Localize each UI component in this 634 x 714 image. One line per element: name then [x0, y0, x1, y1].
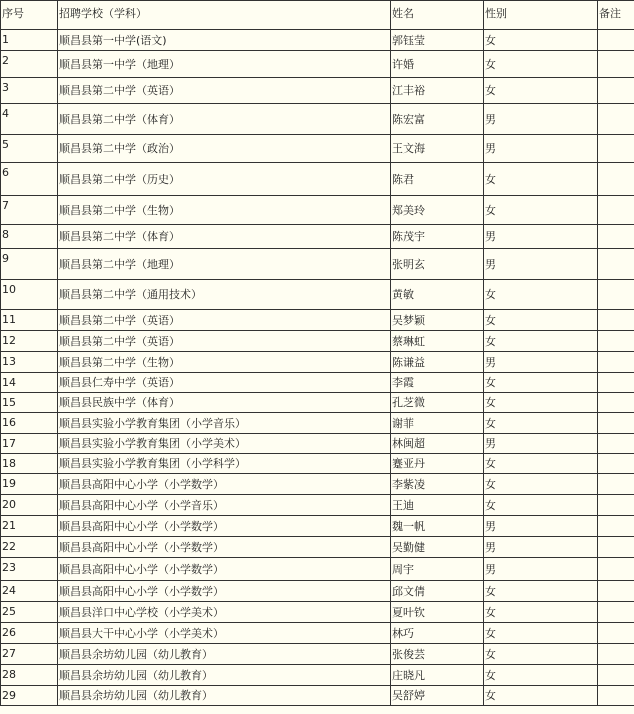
row-number: 14 [1, 373, 58, 393]
row-note [598, 474, 634, 495]
table-row [1, 454, 634, 474]
table-row [1, 581, 634, 602]
row-school: 顺昌县第二中学（历史） [58, 163, 391, 196]
row-number: 17 [1, 434, 58, 454]
table-row [1, 51, 634, 78]
row-gender: 男 [484, 516, 598, 537]
row-name: 张俊芸 [391, 644, 484, 665]
row-number: 22 [1, 537, 58, 558]
row-name: 孔芝微 [391, 393, 484, 413]
row-gender: 女 [484, 280, 598, 310]
table-row [1, 135, 634, 163]
row-note [598, 602, 634, 623]
row-school: 顺昌县高阳中心小学（小学数学） [58, 558, 391, 581]
table-row [1, 30, 634, 51]
table-row [1, 537, 634, 558]
row-gender: 女 [484, 163, 598, 196]
row-number: 21 [1, 516, 58, 537]
row-number: 16 [1, 413, 58, 434]
row-note [598, 163, 634, 196]
row-name: 李霞 [391, 373, 484, 393]
table-row [1, 413, 634, 434]
row-number: 8 [1, 225, 58, 249]
row-name: 邱文倩 [391, 581, 484, 602]
row-school: 顺昌县实验小学教育集团（小学美术） [58, 434, 391, 454]
row-school: 顺昌县高阳中心小学（小学音乐） [58, 495, 391, 516]
row-gender: 男 [484, 352, 598, 373]
row-school: 顺昌县高阳中心小学（小学数学） [58, 474, 391, 495]
row-school: 顺昌县余坊幼儿园（幼儿教育） [58, 644, 391, 665]
row-gender: 男 [484, 225, 598, 249]
row-gender: 女 [484, 310, 598, 331]
table-row [1, 474, 634, 495]
row-note [598, 434, 634, 454]
row-number: 12 [1, 331, 58, 352]
row-number: 19 [1, 474, 58, 495]
row-note [598, 644, 634, 665]
row-number: 2 [1, 51, 58, 78]
row-note [598, 686, 634, 706]
row-number: 27 [1, 644, 58, 665]
row-school: 顺昌县第二中学（生物） [58, 196, 391, 225]
row-name: 李紫凌 [391, 474, 484, 495]
row-number: 10 [1, 280, 58, 310]
row-number: 7 [1, 196, 58, 225]
row-note [598, 516, 634, 537]
row-note [598, 135, 634, 163]
header-note: 备注 [598, 1, 634, 30]
row-name: 郑美玲 [391, 196, 484, 225]
row-gender: 男 [484, 434, 598, 454]
row-name: 郭钰莹 [391, 30, 484, 51]
table-row [1, 434, 634, 454]
table-row [1, 163, 634, 196]
row-gender: 女 [484, 51, 598, 78]
header-row [1, 1, 634, 30]
table-row [1, 196, 634, 225]
row-school: 顺昌县实验小学教育集团（小学科学） [58, 454, 391, 474]
row-school: 顺昌县第二中学（通用技术） [58, 280, 391, 310]
table-row [1, 495, 634, 516]
header-name: 姓名 [391, 1, 484, 30]
table-row [1, 686, 634, 706]
row-note [598, 249, 634, 280]
table-row [1, 249, 634, 280]
table-row [1, 644, 634, 665]
row-school: 顺昌县第一中学（地理） [58, 51, 391, 78]
row-name: 魏一帆 [391, 516, 484, 537]
row-note [598, 623, 634, 644]
row-school: 顺昌县第二中学（英语） [58, 331, 391, 352]
row-gender: 女 [484, 331, 598, 352]
row-school: 顺昌县高阳中心小学（小学数学） [58, 516, 391, 537]
row-note [598, 558, 634, 581]
table-row [1, 373, 634, 393]
row-number: 5 [1, 135, 58, 163]
row-school: 顺昌县大干中心小学（小学美术） [58, 623, 391, 644]
row-school: 顺昌县余坊幼儿园（幼儿教育） [58, 686, 391, 706]
row-note [598, 331, 634, 352]
row-number: 3 [1, 78, 58, 104]
row-school: 顺昌县洋口中心学校（小学美术） [58, 602, 391, 623]
table-row [1, 602, 634, 623]
row-name: 吴梦颖 [391, 310, 484, 331]
row-number: 29 [1, 686, 58, 706]
row-school: 顺昌县高阳中心小学（小学数学） [58, 581, 391, 602]
row-name: 陈茂宇 [391, 225, 484, 249]
row-note [598, 537, 634, 558]
row-note [598, 196, 634, 225]
row-number: 6 [1, 163, 58, 196]
row-gender: 男 [484, 135, 598, 163]
row-gender: 女 [484, 495, 598, 516]
table-row [1, 393, 634, 413]
row-number: 9 [1, 249, 58, 280]
row-note [598, 352, 634, 373]
row-gender: 男 [484, 104, 598, 135]
row-number: 18 [1, 454, 58, 474]
table-row [1, 225, 634, 249]
row-name: 王文海 [391, 135, 484, 163]
row-school: 顺昌县第二中学（生物） [58, 352, 391, 373]
table-row [1, 104, 634, 135]
row-gender: 女 [484, 581, 598, 602]
row-name: 张明玄 [391, 249, 484, 280]
row-name: 夏叶钦 [391, 602, 484, 623]
row-number: 20 [1, 495, 58, 516]
row-note [598, 30, 634, 51]
row-name: 陈宏富 [391, 104, 484, 135]
row-school: 顺昌县余坊幼儿园（幼儿教育） [58, 665, 391, 686]
row-gender: 男 [484, 537, 598, 558]
table-row [1, 623, 634, 644]
row-number: 28 [1, 665, 58, 686]
row-note [598, 51, 634, 78]
row-note [598, 373, 634, 393]
row-school: 顺昌县第二中学（英语） [58, 310, 391, 331]
row-gender: 女 [484, 30, 598, 51]
row-school: 顺昌县第二中学（政治） [58, 135, 391, 163]
row-note [598, 393, 634, 413]
row-note [598, 78, 634, 104]
row-gender: 女 [484, 686, 598, 706]
row-gender: 女 [484, 373, 598, 393]
row-name: 蔡琳虹 [391, 331, 484, 352]
row-name: 谢菲 [391, 413, 484, 434]
row-number: 4 [1, 104, 58, 135]
row-school: 顺昌县第二中学（地理） [58, 249, 391, 280]
row-gender: 女 [484, 454, 598, 474]
row-note [598, 413, 634, 434]
row-name: 陈谦益 [391, 352, 484, 373]
table-row [1, 331, 634, 352]
row-gender: 女 [484, 623, 598, 644]
row-number: 25 [1, 602, 58, 623]
row-school: 顺昌县第一中学(语文) [58, 30, 391, 51]
row-name: 王迪 [391, 495, 484, 516]
row-gender: 男 [484, 558, 598, 581]
table-row [1, 516, 634, 537]
row-gender: 女 [484, 413, 598, 434]
row-note [598, 310, 634, 331]
row-gender: 男 [484, 249, 598, 280]
row-name: 江丰裕 [391, 78, 484, 104]
row-name: 陈君 [391, 163, 484, 196]
row-gender: 女 [484, 474, 598, 495]
row-name: 庄晓凡 [391, 665, 484, 686]
row-number: 13 [1, 352, 58, 373]
table-row [1, 352, 634, 373]
row-name: 吴舒婷 [391, 686, 484, 706]
row-note [598, 454, 634, 474]
row-gender: 女 [484, 665, 598, 686]
row-note [598, 581, 634, 602]
row-gender: 女 [484, 78, 598, 104]
row-number: 11 [1, 310, 58, 331]
row-number: 15 [1, 393, 58, 413]
row-number: 1 [1, 30, 58, 51]
header-no: 序号 [1, 1, 58, 30]
table-row [1, 78, 634, 104]
table-row [1, 665, 634, 686]
row-name: 周宇 [391, 558, 484, 581]
row-note [598, 104, 634, 135]
row-name: 蹇亚丹 [391, 454, 484, 474]
row-note [598, 495, 634, 516]
row-school: 顺昌县民族中学（体育） [58, 393, 391, 413]
row-name: 林巧 [391, 623, 484, 644]
row-name: 吴勤健 [391, 537, 484, 558]
table-row [1, 558, 634, 581]
row-name: 黄敏 [391, 280, 484, 310]
header-gender: 性别 [484, 1, 598, 30]
table-row [1, 280, 634, 310]
row-school: 顺昌县第二中学（体育） [58, 104, 391, 135]
row-gender: 女 [484, 196, 598, 225]
row-note [598, 225, 634, 249]
row-school: 顺昌县高阳中心小学（小学数学） [58, 537, 391, 558]
row-school: 顺昌县实验小学教育集团（小学音乐） [58, 413, 391, 434]
row-gender: 女 [484, 393, 598, 413]
row-school: 顺昌县仁寿中学（英语） [58, 373, 391, 393]
row-gender: 女 [484, 602, 598, 623]
row-gender: 女 [484, 644, 598, 665]
row-number: 24 [1, 581, 58, 602]
row-school: 顺昌县第二中学（体育） [58, 225, 391, 249]
header-school: 招聘学校（学科） [58, 1, 391, 30]
row-school: 顺昌县第二中学（英语） [58, 78, 391, 104]
row-name: 林闽超 [391, 434, 484, 454]
row-number: 23 [1, 558, 58, 581]
row-number: 26 [1, 623, 58, 644]
table-row [1, 310, 634, 331]
row-note [598, 280, 634, 310]
row-name: 许婚 [391, 51, 484, 78]
row-note [598, 665, 634, 686]
table-body [1, 1, 634, 706]
